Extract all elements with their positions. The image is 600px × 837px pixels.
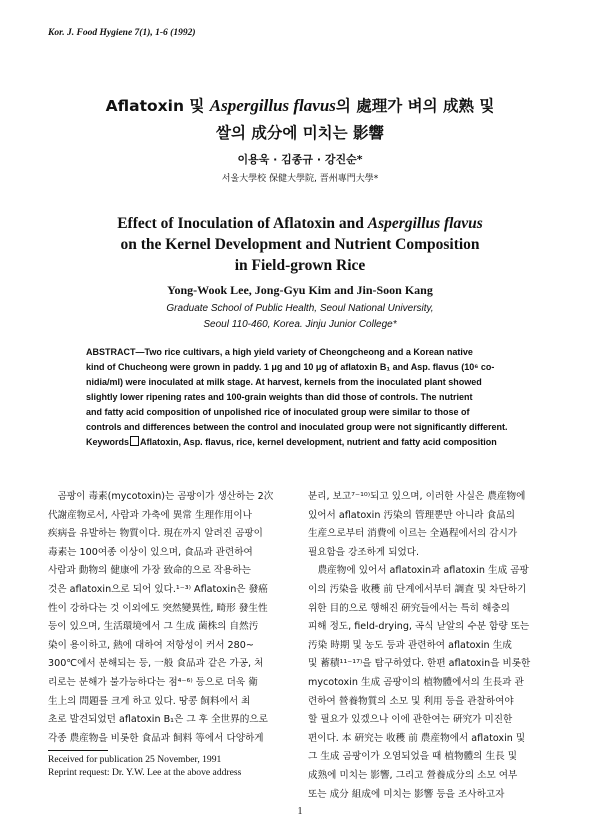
received-date-note: Received for publication 25 November, 1991 — [48, 754, 222, 765]
abstract-label: ABSTRACT — [86, 347, 136, 357]
abstract — [86, 345, 518, 435]
body-text-line: 生上의 問題를 크게 하고 있다. 땅콩 飼料에서 최 — [48, 695, 251, 707]
body-text-line: 染이 용이하고, 熱에 대하여 저항성이 커서 280~ — [48, 639, 254, 651]
abstract-line-4: slightly lower ripening rates and 100-grain weights than did those of controls. The nutrient — [86, 392, 473, 402]
body-text-line: 이의 汚染을 收穫 前 단계에서부터 調査 및 차단하기 — [308, 583, 527, 595]
body-text-line: 피해 정도, field-drying, 곡식 낟알의 수분 함량 또는 — [308, 621, 530, 633]
body-text-line: 것은 aflatoxin으로 되어 있다.¹⁻³⁾ Aflatoxin은 發癌 — [48, 583, 268, 595]
body-text-line: 疾病을 유발하는 物質이다. 現在까지 알려진 곰팡이 — [48, 528, 263, 540]
korean-title-text-2: 의 處理가 벼의 成熟 및 — [335, 97, 495, 115]
abstract-line-6: controls and differences between the control and inoculated group were not significantly different. — [86, 422, 508, 432]
body-text-line: 필요함을 강조하게 되었다. — [308, 546, 420, 558]
english-title-line-1 — [40, 213, 560, 234]
body-text-line: 분리, 보고⁷⁻¹⁰⁾되고 있으며, 이러한 사실은 農産物에 — [308, 491, 526, 502]
body-text-line: 각종 農産物을 비롯한 食品과 飼料 等에서 다양하게 — [48, 732, 264, 744]
korean-authors: 이용욱 · 김종규 · 강진순* — [237, 153, 363, 166]
body-text-line: 초로 발견되었던 aflatoxin B₁은 그 후 全世界的으로 — [48, 714, 268, 726]
body-text-line: mycotoxin 生成 곰팡이의 植物體에서의 生長과 관 — [308, 676, 524, 688]
body-text-line: 편이다. 本 硏究는 收穫 前 農産物에서 aflatoxin 및 — [308, 732, 526, 744]
english-title — [40, 213, 560, 276]
korean-title-line-2: 쌀의 成分에 미치는 影響 — [215, 124, 385, 142]
body-text-line: 毒素는 100여종 이상이 있으며, 食品과 관련하여 — [48, 546, 253, 558]
english-title-species: Aspergillus flavus — [367, 215, 483, 232]
korean-affiliation: 서울大學校 保健大學院, 晋州專門大學* — [221, 174, 379, 184]
english-title-line-2: on the Kernel Development and Nutrient Composition — [120, 236, 480, 253]
abstract-text: —Two rice cultivars, a high yield variety of Cheongcheong and a Korean native — [135, 347, 473, 357]
body-text-line: 곰팡이 毒素(mycotoxin)는 곰팡이가 생산하는 2次 — [48, 491, 274, 502]
checkbox-square-icon — [130, 436, 139, 446]
keywords-text: Aflatoxin, Asp. flavus, rice, kernel development, nutrient and fatty acid composition — [140, 437, 497, 447]
korean-title-line-1 — [40, 92, 560, 120]
body-text-line: 련하여 營養物質의 소모 및 利用 등을 관찰하여야 — [308, 695, 514, 707]
keywords-label: Keywords — [86, 437, 130, 447]
abstract-line-1 — [86, 345, 518, 360]
footnotes — [48, 754, 308, 779]
english-affiliation — [40, 301, 560, 333]
reprint-request-note: Reprint request: Dr. Y.W. Lee at the above address — [48, 766, 242, 778]
body-column-right — [308, 488, 558, 804]
abstract-line-5: and fatty acid composition of unpolished rice of inoculated group were similar to those of — [86, 407, 470, 417]
keywords — [86, 436, 518, 447]
body-text-line: 사람과 動物의 健康에 가장 致命的으로 작용하는 — [48, 565, 251, 577]
body-text-line: 또는 成分 組成에 미치는 影響 등을 조사하고자 — [308, 788, 505, 800]
english-affiliation-line-2: Seoul 110-460, Korea. Jinju Junior College* — [203, 319, 397, 330]
page-number: 1 — [297, 806, 303, 817]
body-text-line: 代謝産物로서, 사람과 가축에 異常 生理作用이나 — [48, 509, 252, 521]
body-text-line: 農産物에 있어서 aflatoxin과 aflatoxin 生成 곰팡 — [308, 565, 529, 577]
korean-title-species: Aspergillus flavus — [209, 96, 336, 115]
body-text-line: 300℃에서 분해되는 등, 一般 食品과 같은 가공, 처 — [48, 658, 264, 670]
korean-title — [40, 92, 560, 147]
body-text-line: 成熟에 미치는 影響, 그리고 營養成分의 소모 여부 — [308, 769, 518, 781]
body-column-left — [48, 488, 298, 748]
running-head: Kor. J. Food Hygiene 7(1), 1-6 (1992) — [48, 28, 196, 38]
body-text-line: 및 蓄積¹¹⁻¹⁷⁾을 탐구하였다. 한편 aflatoxin을 비롯한 — [308, 658, 531, 670]
english-authors: Yong-Wook Lee, Jong-Gyu Kim and Jin-Soon Kang — [167, 283, 433, 297]
body-text-line: 있어서 aflatoxin 汚染의 管理뿐만 아니라 食品의 — [308, 509, 516, 521]
body-text-line: 汚染 時期 및 농도 등과 관련하여 aflatoxin 生成 — [308, 639, 512, 651]
body-text-line: 위한 目的으로 행해진 硏究들에서는 특히 해충의 — [308, 602, 510, 614]
abstract-line-2: kind of Chucheong were grown in paddy. 1 μg and 10 μg of aflatoxin B₁ and Asp. flavus (10⁶ co- — [86, 362, 495, 372]
english-title-text: Effect of Inoculation of Aflatoxin and — [117, 215, 368, 232]
korean-title-text: Aflatoxin 및 — [105, 97, 210, 115]
footnote-divider — [48, 750, 108, 751]
abstract-line-3: nidia/ml) were inoculated at milk stage. At harvest, kernels from the inoculated plant showed — [86, 377, 482, 387]
body-text-line: 등이 있으며, 生活環境에서 그 生成 菌株의 自然汚 — [48, 621, 259, 633]
body-text-line: 할 필요가 있겠으나 이에 관한여는 硏究가 미진한 — [308, 714, 513, 726]
body-text-line: 生産으로부터 消費에 이르는 全過程에서의 감시가 — [308, 528, 518, 540]
body-text-line: 리로는 분해가 불가능하다는 점⁴⁻⁶⁾ 등으로 더욱 衛 — [48, 676, 258, 688]
english-affiliation-line-1: Graduate School of Public Health, Seoul National University, — [166, 303, 434, 314]
body-text-line: 性이 강하다는 것 이외에도 突然變異性, 畸形 發生性 — [48, 602, 268, 614]
body-text-line: 그 生成 곰팡이가 오염되었을 때 植物體의 生長 및 — [308, 751, 517, 763]
english-title-line-3: in Field-grown Rice — [234, 257, 366, 274]
